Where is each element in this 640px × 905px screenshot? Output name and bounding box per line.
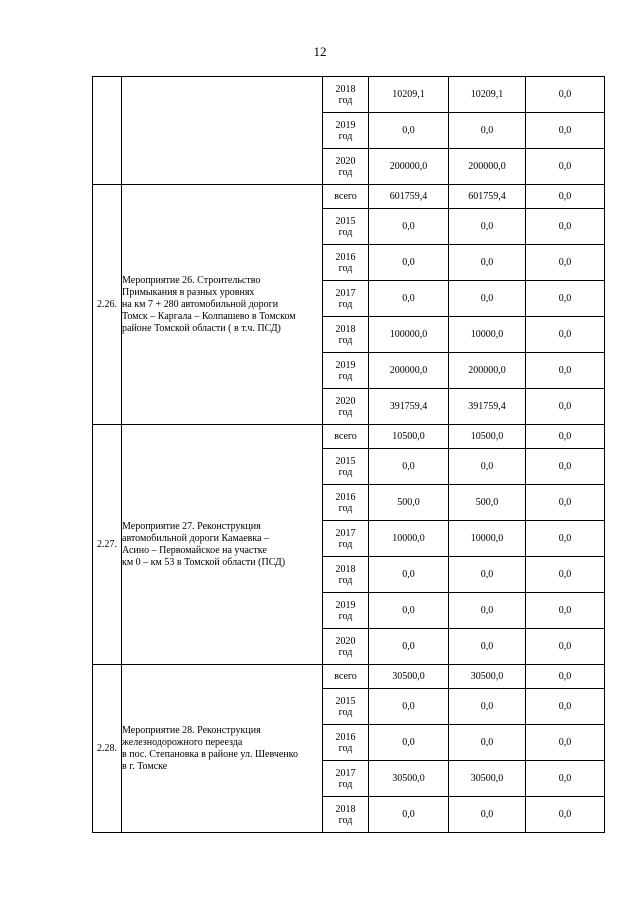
budget-value-cell: 0,0 <box>449 593 526 629</box>
budget-value-cell: 0,0 <box>449 245 526 281</box>
year-cell: 2017 год <box>323 761 369 797</box>
year-cell: всего <box>323 425 369 449</box>
table-row <box>93 185 605 209</box>
year-cell: 2018 год <box>323 317 369 353</box>
item-name-cell: Мероприятие 27. Реконструкция автомобильной дороги Камаевка – Асино – Первомайское на участке км 0 – км 53 в Томской области (ПСД) <box>122 425 323 665</box>
other-value-cell: 0,0 <box>526 629 605 665</box>
year-cell: 2020 год <box>323 389 369 425</box>
budget-value-cell: 0,0 <box>449 281 526 317</box>
total-value-cell: 0,0 <box>369 557 449 593</box>
total-value-cell: 30500,0 <box>369 761 449 797</box>
other-value-cell: 0,0 <box>526 797 605 833</box>
other-value-cell: 0,0 <box>526 593 605 629</box>
budget-value-cell: 10000,0 <box>449 317 526 353</box>
total-value-cell: 200000,0 <box>369 149 449 185</box>
budget-value-cell: 0,0 <box>449 209 526 245</box>
budget-value-cell: 30500,0 <box>449 665 526 689</box>
year-cell: всего <box>323 665 369 689</box>
budget-value-cell: 601759,4 <box>449 185 526 209</box>
other-value-cell: 0,0 <box>526 665 605 689</box>
other-value-cell: 0,0 <box>526 449 605 485</box>
other-value-cell: 0,0 <box>526 521 605 557</box>
total-value-cell: 0,0 <box>369 629 449 665</box>
page-number: 12 <box>313 44 327 59</box>
other-value-cell: 0,0 <box>526 77 605 113</box>
total-value-cell: 0,0 <box>369 797 449 833</box>
year-cell: 2015 год <box>323 209 369 245</box>
other-value-cell: 0,0 <box>526 245 605 281</box>
year-cell: 2016 год <box>323 245 369 281</box>
total-value-cell: 100000,0 <box>369 317 449 353</box>
other-value-cell: 0,0 <box>526 113 605 149</box>
table-row <box>93 77 605 113</box>
total-value-cell: 0,0 <box>369 281 449 317</box>
total-value-cell: 10209,1 <box>369 77 449 113</box>
total-value-cell: 0,0 <box>369 245 449 281</box>
year-cell: 2018 год <box>323 797 369 833</box>
other-value-cell: 0,0 <box>526 185 605 209</box>
budget-value-cell: 500,0 <box>449 485 526 521</box>
total-value-cell: 0,0 <box>369 113 449 149</box>
total-value-cell: 30500,0 <box>369 665 449 689</box>
year-cell: 2017 год <box>323 281 369 317</box>
total-value-cell: 10000,0 <box>369 521 449 557</box>
other-value-cell: 0,0 <box>526 485 605 521</box>
total-value-cell: 0,0 <box>369 209 449 245</box>
other-value-cell: 0,0 <box>526 725 605 761</box>
other-value-cell: 0,0 <box>526 149 605 185</box>
other-value-cell: 0,0 <box>526 209 605 245</box>
table-row <box>93 665 605 689</box>
year-cell: всего <box>323 185 369 209</box>
item-number-cell <box>93 77 122 185</box>
total-value-cell: 0,0 <box>369 725 449 761</box>
table-row <box>93 425 605 449</box>
budget-value-cell: 0,0 <box>449 689 526 725</box>
budget-value-cell: 0,0 <box>449 629 526 665</box>
year-cell: 2020 год <box>323 149 369 185</box>
year-cell: 2015 год <box>323 689 369 725</box>
budget-value-cell: 0,0 <box>449 113 526 149</box>
item-name-cell: Мероприятие 28. Реконструкция железнодорожного переезда в пос. Степановка в районе ул. Шевченко в г. Томске <box>122 665 323 833</box>
other-value-cell: 0,0 <box>526 317 605 353</box>
year-cell: 2016 год <box>323 725 369 761</box>
item-name-cell <box>122 77 323 185</box>
other-value-cell: 0,0 <box>526 281 605 317</box>
budget-value-cell: 10500,0 <box>449 425 526 449</box>
budget-value-cell: 200000,0 <box>449 353 526 389</box>
total-value-cell: 0,0 <box>369 689 449 725</box>
budget-value-cell: 0,0 <box>449 449 526 485</box>
year-cell: 2019 год <box>323 353 369 389</box>
other-value-cell: 0,0 <box>526 689 605 725</box>
budget-value-cell: 200000,0 <box>449 149 526 185</box>
budget-value-cell: 0,0 <box>449 797 526 833</box>
total-value-cell: 500,0 <box>369 485 449 521</box>
year-cell: 2020 год <box>323 629 369 665</box>
item-name-cell: Мероприятие 26. Строительство Примыкания в разных уровнях на км 7 + 280 автомобильной дороги Томск – Каргала – Колпашево в Томском районе Томской области ( в т.ч. ПСД) <box>122 185 323 425</box>
budget-value-cell: 10000,0 <box>449 521 526 557</box>
other-value-cell: 0,0 <box>526 425 605 449</box>
year-cell: 2017 год <box>323 521 369 557</box>
total-value-cell: 10500,0 <box>369 425 449 449</box>
total-value-cell: 391759,4 <box>369 389 449 425</box>
other-value-cell: 0,0 <box>526 557 605 593</box>
total-value-cell: 0,0 <box>369 449 449 485</box>
budget-value-cell: 391759,4 <box>449 389 526 425</box>
total-value-cell: 601759,4 <box>369 185 449 209</box>
budget-value-cell: 30500,0 <box>449 761 526 797</box>
item-number-cell: 2.28. <box>93 665 122 833</box>
budget-table <box>92 76 605 833</box>
year-cell: 2018 год <box>323 557 369 593</box>
budget-value-cell: 0,0 <box>449 725 526 761</box>
budget-value-cell: 0,0 <box>449 557 526 593</box>
other-value-cell: 0,0 <box>526 389 605 425</box>
year-cell: 2015 год <box>323 449 369 485</box>
year-cell: 2018 год <box>323 77 369 113</box>
other-value-cell: 0,0 <box>526 353 605 389</box>
total-value-cell: 0,0 <box>369 593 449 629</box>
year-cell: 2016 год <box>323 485 369 521</box>
total-value-cell: 200000,0 <box>369 353 449 389</box>
year-cell: 2019 год <box>323 113 369 149</box>
item-number-cell: 2.27. <box>93 425 122 665</box>
budget-value-cell: 10209,1 <box>449 77 526 113</box>
year-cell: 2019 год <box>323 593 369 629</box>
item-number-cell: 2.26. <box>93 185 122 425</box>
table-body <box>93 77 605 833</box>
other-value-cell: 0,0 <box>526 761 605 797</box>
